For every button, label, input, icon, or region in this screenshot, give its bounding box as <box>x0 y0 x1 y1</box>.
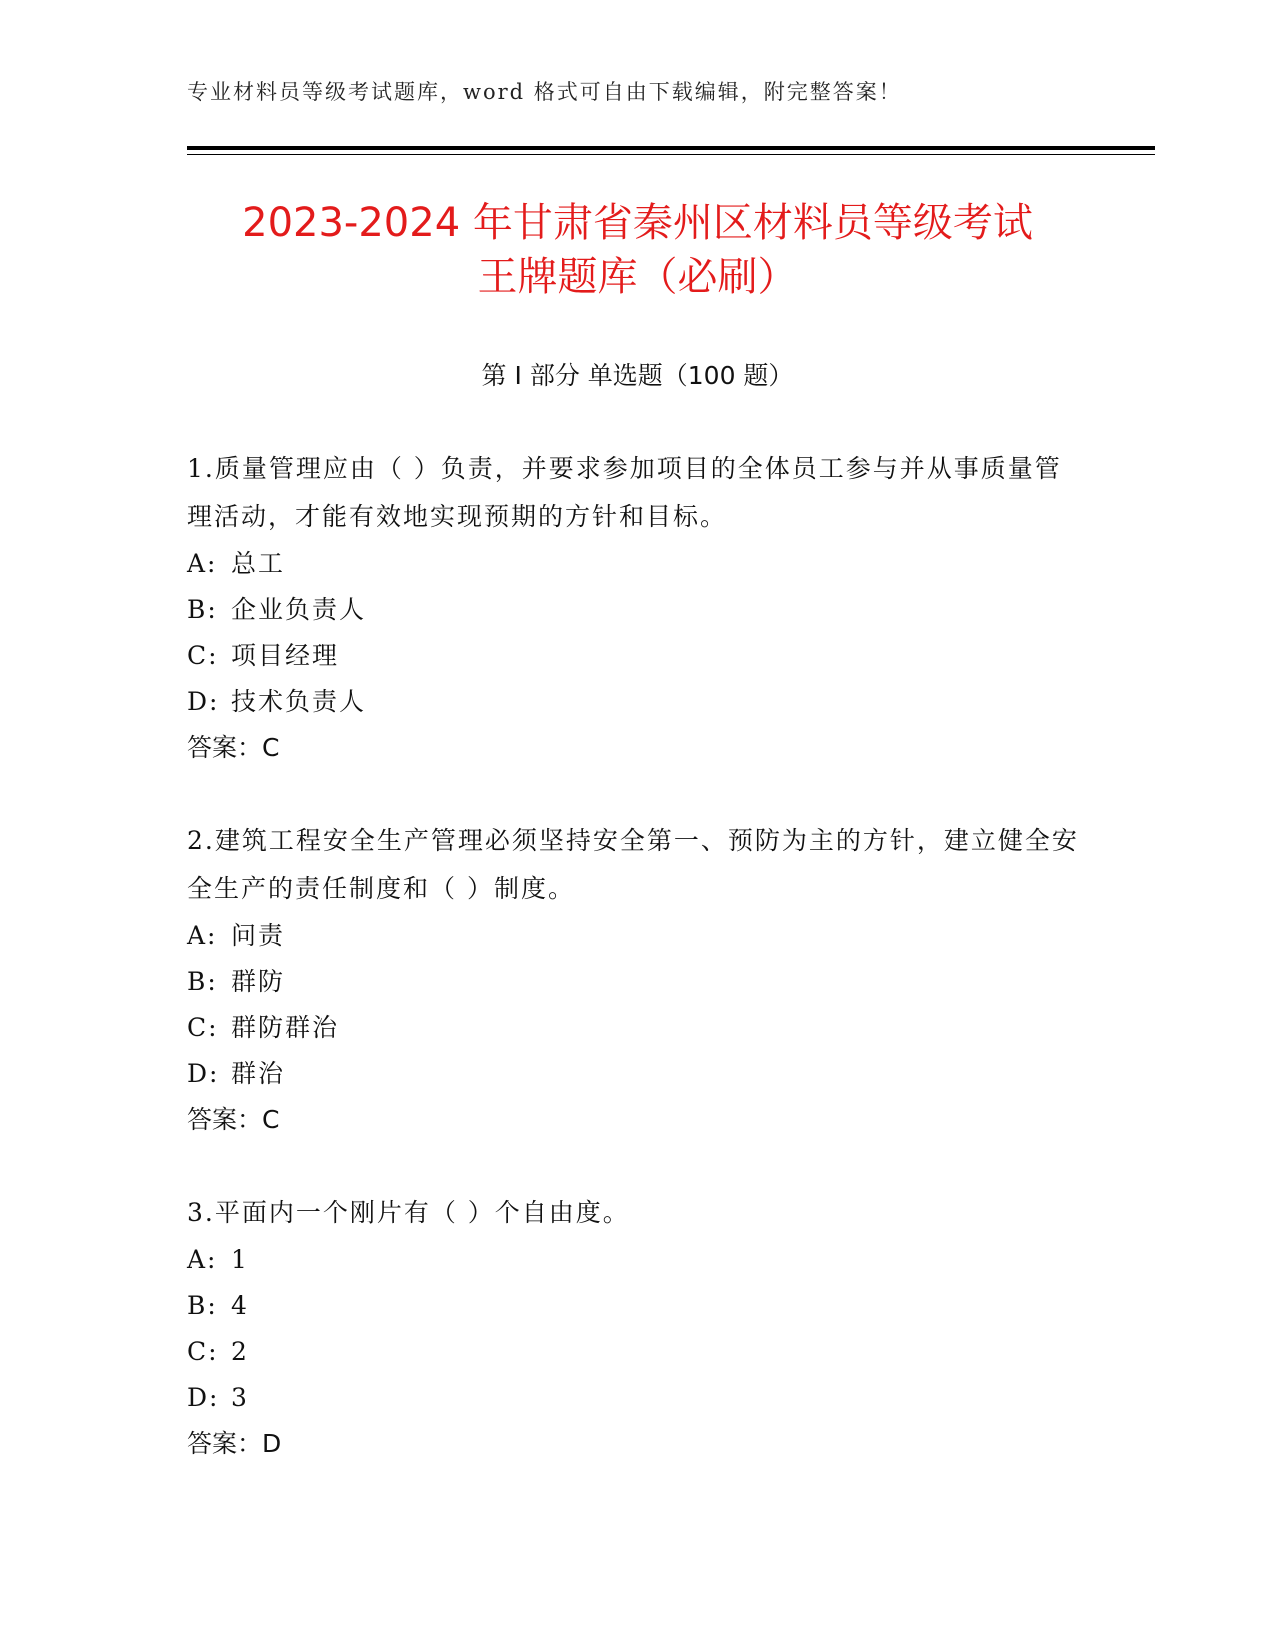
option-letter: A: <box>187 1245 218 1274</box>
option-letter: B: <box>187 1291 218 1320</box>
option-text: 项目经理 <box>231 641 340 670</box>
option-c <box>187 1329 1087 1375</box>
option-text: 总工 <box>231 549 286 578</box>
option-d <box>187 1051 1087 1097</box>
option-letter: C: <box>187 1337 219 1366</box>
question-stem: 1.质量管理应由（ ）负责，并要求参加项目的全体员工参与并从事质量管理活动，才能有效地实现预期的方针和目标。 <box>187 454 1062 531</box>
option-d <box>187 679 1087 725</box>
question-1 <box>187 445 1087 771</box>
option-letter: A: <box>187 549 218 578</box>
option-letter: D: <box>187 1383 220 1412</box>
option-letter: B: <box>187 595 218 624</box>
option-text: 群防 <box>231 967 286 996</box>
option-d <box>187 1375 1087 1421</box>
option-letter: C: <box>187 641 219 670</box>
option-text: 4 <box>231 1291 249 1320</box>
option-c <box>187 633 1087 679</box>
option-letter: D: <box>187 1059 220 1088</box>
option-b <box>187 1283 1087 1329</box>
option-c <box>187 1005 1087 1051</box>
question-stem: 2.建筑工程安全生产管理必须坚持安全第一、预防为主的方针，建立健全安全生产的责任制度和（ ）制度。 <box>187 826 1079 903</box>
answer: 答案：C <box>187 1105 280 1134</box>
option-a <box>187 541 1087 587</box>
option-text: 3 <box>231 1383 249 1412</box>
option-text: 群治 <box>231 1059 286 1088</box>
question-2 <box>187 817 1087 1143</box>
header-rule-thin <box>187 154 1155 155</box>
option-a <box>187 913 1087 959</box>
option-b <box>187 587 1087 633</box>
title-line-1: 2023-2024 年甘肃省秦州区材料员等级考试 <box>242 200 1033 246</box>
page-header-text: 专业材料员等级考试题库，word 格式可自由下载编辑，附完整答案！ <box>187 80 902 104</box>
header-rule-thick <box>187 146 1155 150</box>
document-title <box>100 196 1175 304</box>
section-heading: 第 I 部分 单选题（100 题） <box>481 361 794 390</box>
option-b <box>187 959 1087 1005</box>
option-letter: D: <box>187 687 220 716</box>
answer: 答案：D <box>187 1429 282 1458</box>
option-letter: A: <box>187 921 218 950</box>
option-a <box>187 1237 1087 1283</box>
title-line-2: 王牌题库（必刷） <box>477 254 798 300</box>
question-3 <box>187 1189 1087 1467</box>
answer: 答案：C <box>187 733 280 762</box>
question-list <box>187 445 1087 1513</box>
option-text: 技术负责人 <box>231 687 367 716</box>
option-text: 1 <box>231 1245 249 1274</box>
option-letter: C: <box>187 1013 219 1042</box>
option-text: 问责 <box>231 921 286 950</box>
option-text: 企业负责人 <box>231 595 367 624</box>
option-text: 2 <box>231 1337 249 1366</box>
option-text: 群防群治 <box>231 1013 340 1042</box>
option-letter: B: <box>187 967 218 996</box>
question-stem: 3.平面内一个刚片有（ ）个自由度。 <box>187 1198 630 1227</box>
